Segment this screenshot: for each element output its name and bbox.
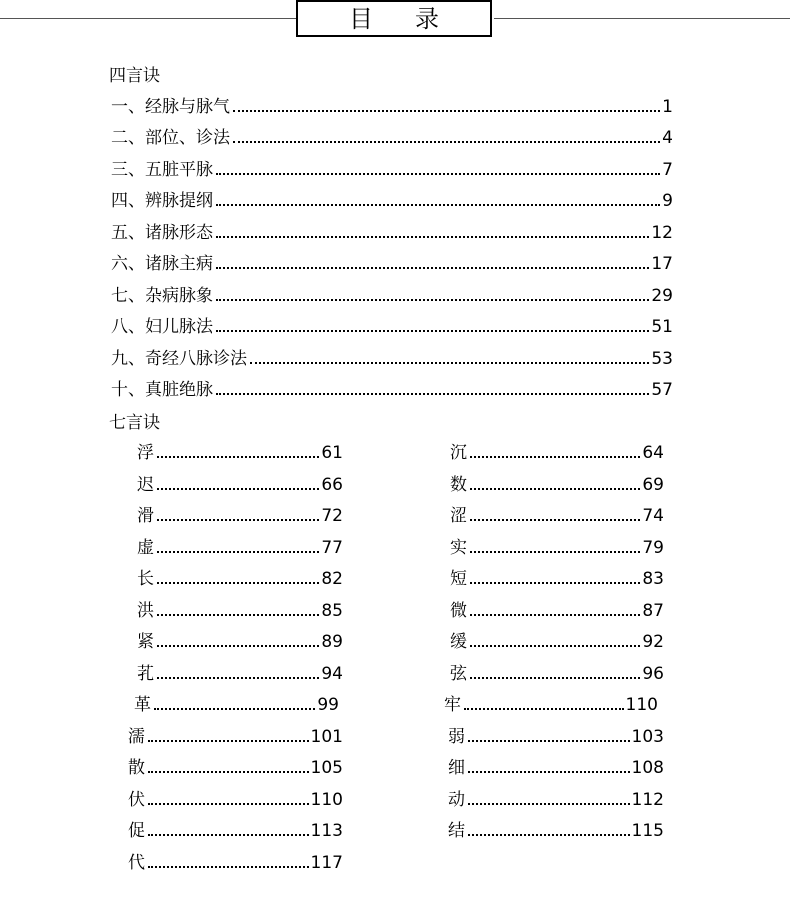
toc-entry-label: 长 — [137, 569, 154, 589]
dot-leader — [216, 393, 649, 395]
toc-entry-label: 微 — [450, 601, 467, 621]
toc-entry-page: 113 — [310, 821, 343, 841]
toc-entry-label: 七、杂病脉象 — [111, 286, 213, 306]
toc-entry-page: 12 — [651, 223, 673, 243]
toc-entry[interactable] — [111, 223, 673, 243]
toc-entry-label: 代 — [128, 853, 145, 873]
toc-entry-label: 短 — [450, 569, 467, 589]
toc-entry[interactable] — [131, 443, 343, 463]
toc-entry-label: 缓 — [450, 632, 467, 652]
toc-entry[interactable] — [444, 790, 664, 810]
title-rule-right — [494, 18, 790, 19]
toc-entry-page: 7 — [662, 160, 673, 180]
toc-entry-page: 92 — [642, 632, 664, 652]
toc-entry-label: 伏 — [128, 790, 145, 810]
toc-entry-label: 十、真脏绝脉 — [111, 380, 213, 400]
dot-leader — [470, 551, 640, 553]
dot-leader — [157, 645, 319, 647]
toc-entry[interactable] — [111, 97, 673, 117]
dot-leader — [157, 582, 319, 584]
toc-entry-label: 浮 — [137, 443, 154, 463]
toc-entry-page: 117 — [310, 853, 343, 873]
toc-entry-page: 112 — [631, 790, 664, 810]
toc-entry-page: 115 — [631, 821, 664, 841]
toc-entry-label: 实 — [450, 538, 467, 558]
toc-entry-page: 105 — [310, 758, 343, 778]
toc-entry-label: 数 — [450, 475, 467, 495]
toc-entry-label: 五、诸脉形态 — [111, 223, 213, 243]
toc-entry-page: 110 — [625, 695, 658, 715]
title-box — [296, 0, 492, 37]
dot-leader — [157, 456, 319, 458]
toc-entry-page: 61 — [321, 443, 343, 463]
toc-entry[interactable] — [111, 128, 673, 148]
toc-entry[interactable] — [111, 317, 673, 337]
toc-entry-page: 96 — [642, 664, 664, 684]
dot-leader — [216, 236, 649, 238]
toc-entry-page: 101 — [310, 727, 343, 747]
toc-entry-page: 77 — [321, 538, 343, 558]
toc-entry-page: 82 — [321, 569, 343, 589]
toc-entry[interactable] — [128, 727, 343, 747]
toc-entry[interactable] — [444, 727, 664, 747]
toc-entry-label: 涩 — [450, 506, 467, 526]
toc-entry-page: 57 — [651, 380, 673, 400]
toc-entry-page: 108 — [631, 758, 664, 778]
toc-entry[interactable] — [444, 538, 664, 558]
toc-entry-label: 三、五脏平脉 — [111, 160, 213, 180]
dot-leader — [233, 141, 660, 143]
toc-entry[interactable] — [131, 538, 343, 558]
toc-entry[interactable] — [131, 632, 343, 652]
toc-entry[interactable] — [444, 632, 664, 652]
section-title-qiyanjue: 七言诀 — [109, 413, 160, 433]
toc-entry-label: 动 — [448, 790, 465, 810]
dot-leader — [216, 330, 649, 332]
toc-entry[interactable] — [111, 380, 673, 400]
toc-entry-page: 29 — [651, 286, 673, 306]
toc-entry-page: 89 — [321, 632, 343, 652]
dot-leader — [148, 834, 309, 836]
toc-entry[interactable] — [111, 254, 673, 274]
toc-entry-page: 4 — [662, 128, 673, 148]
toc-entry-page: 99 — [317, 695, 339, 715]
toc-entry[interactable] — [444, 475, 664, 495]
dot-leader — [468, 740, 630, 742]
toc-entry-label: 一、经脉与脉气 — [111, 97, 230, 117]
toc-entry-label: 结 — [448, 821, 465, 841]
toc-entry-page: 17 — [651, 254, 673, 274]
toc-entry[interactable] — [111, 286, 673, 306]
toc-entry-page: 83 — [642, 569, 664, 589]
dot-leader — [154, 708, 315, 710]
toc-entry-page: 87 — [642, 601, 664, 621]
dot-leader — [148, 771, 309, 773]
toc-entry-page: 79 — [642, 538, 664, 558]
toc-entry-page: 72 — [321, 506, 343, 526]
toc-entry-label: 革 — [134, 695, 151, 715]
toc-entry[interactable] — [131, 664, 343, 684]
dot-leader — [464, 708, 624, 710]
toc-entry-page: 64 — [642, 443, 664, 463]
dot-leader — [157, 614, 319, 616]
dot-leader — [470, 677, 640, 679]
toc-entry-label: 沉 — [450, 443, 467, 463]
dot-leader — [216, 204, 660, 206]
toc-entry-page: 9 — [662, 191, 673, 211]
toc-entry-label: 滑 — [137, 506, 154, 526]
toc-entry-page: 51 — [651, 317, 673, 337]
toc-entry-label: 六、诸脉主病 — [111, 254, 213, 274]
toc-entry[interactable] — [131, 601, 343, 621]
toc-entry-label: 弦 — [450, 664, 467, 684]
toc-entry-page: 94 — [321, 664, 343, 684]
dot-leader — [157, 551, 319, 553]
toc-entry[interactable] — [444, 601, 664, 621]
dot-leader — [470, 614, 640, 616]
dot-leader — [157, 677, 319, 679]
toc-entry-label: 迟 — [137, 475, 154, 495]
toc-entry[interactable] — [444, 443, 664, 463]
toc-entry-label: 散 — [128, 758, 145, 778]
dot-leader — [157, 519, 319, 521]
toc-entry-label: 细 — [448, 758, 465, 778]
toc-entry-page: 1 — [662, 97, 673, 117]
toc-entry[interactable] — [111, 349, 673, 369]
toc-entry[interactable] — [444, 758, 664, 778]
toc-entry-page: 53 — [651, 349, 673, 369]
dot-leader — [468, 834, 630, 836]
dot-leader — [216, 299, 649, 301]
toc-entry-page: 66 — [321, 475, 343, 495]
dot-leader — [157, 488, 319, 490]
toc-entry[interactable] — [131, 695, 343, 715]
dot-leader — [470, 645, 640, 647]
toc-entry[interactable] — [111, 160, 673, 180]
toc-entry[interactable] — [444, 821, 664, 841]
page-title: 目录 — [349, 4, 481, 33]
dot-leader — [250, 362, 649, 364]
toc-entry-page: 110 — [310, 790, 343, 810]
toc-entry[interactable] — [444, 506, 664, 526]
dot-leader — [148, 803, 309, 805]
toc-entry-label: 芤 — [137, 664, 154, 684]
section-title-siyanjue: 四言诀 — [109, 66, 160, 86]
toc-entry-label: 濡 — [128, 727, 145, 747]
dot-leader — [470, 582, 640, 584]
toc-entry-label: 四、辨脉提纲 — [111, 191, 213, 211]
toc-entry-label: 紧 — [137, 632, 154, 652]
toc-entry-page: 69 — [642, 475, 664, 495]
dot-leader — [470, 519, 640, 521]
toc-entry[interactable] — [128, 790, 343, 810]
toc-entry-label: 牢 — [444, 695, 461, 715]
toc-entry[interactable] — [131, 506, 343, 526]
toc-entry[interactable] — [128, 821, 343, 841]
toc-entry-page: 85 — [321, 601, 343, 621]
toc-entry-label: 八、妇儿脉法 — [111, 317, 213, 337]
toc-entry[interactable] — [131, 475, 343, 495]
toc-entry[interactable] — [128, 758, 343, 778]
toc-entry[interactable] — [128, 853, 343, 873]
toc-entry-label: 虚 — [137, 538, 154, 558]
toc-entry[interactable] — [444, 569, 664, 589]
dot-leader — [148, 740, 309, 742]
dot-leader — [216, 267, 649, 269]
toc-entry-label: 洪 — [137, 601, 154, 621]
toc-entry-label: 二、部位、诊法 — [111, 128, 230, 148]
dot-leader — [470, 488, 640, 490]
dot-leader — [468, 771, 630, 773]
dot-leader — [216, 173, 660, 175]
toc-entry[interactable] — [444, 695, 664, 715]
dot-leader — [233, 110, 660, 112]
toc-entry-page: 74 — [642, 506, 664, 526]
toc-entry[interactable] — [131, 569, 343, 589]
toc-entry[interactable] — [111, 191, 673, 211]
toc-entry[interactable] — [444, 664, 664, 684]
toc-entry-label: 促 — [128, 821, 145, 841]
toc-entry-label: 九、奇经八脉诊法 — [111, 349, 247, 369]
dot-leader — [470, 456, 640, 458]
toc-entry-page: 103 — [631, 727, 664, 747]
title-rule-left — [0, 18, 296, 19]
toc-entry-label: 弱 — [448, 727, 465, 747]
dot-leader — [148, 866, 309, 868]
dot-leader — [468, 803, 630, 805]
